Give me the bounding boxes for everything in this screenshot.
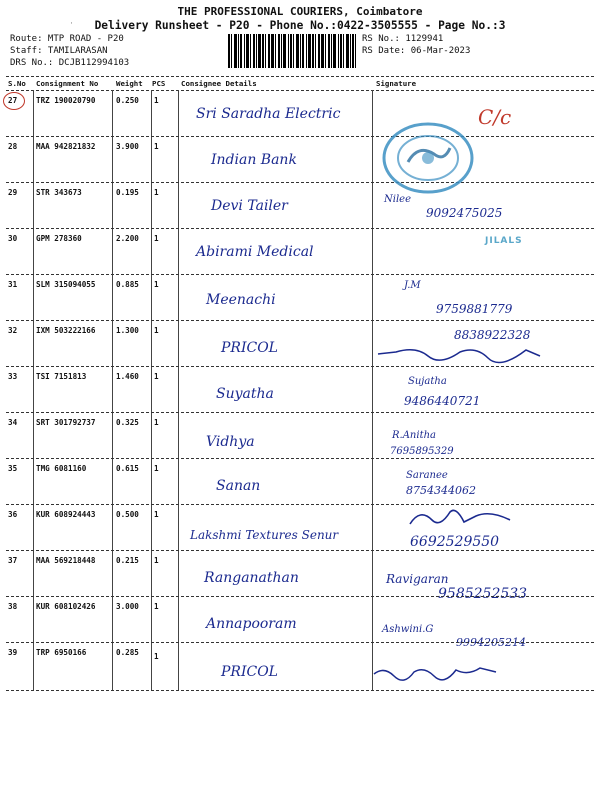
row-consignment: GPM 278360 <box>36 234 82 243</box>
row-sno: 32 <box>8 326 18 335</box>
runsheet-meta-right <box>362 33 470 57</box>
rs-no-line: RS No.: 1129941 <box>362 34 444 44</box>
col-consignment: Consignment No <box>36 79 99 88</box>
row-divider <box>6 366 594 367</box>
row-divider <box>6 412 594 413</box>
row-pcs: 1 <box>154 234 159 243</box>
row-pcs: 1 <box>154 188 159 197</box>
row-sno: 34 <box>8 418 18 427</box>
row-consignee: Indian Bank <box>211 152 297 168</box>
stamp-faint-text: JILALS <box>485 236 523 246</box>
row-consignment: MAA 569218448 <box>36 556 96 565</box>
row-consignee: Sri Saradha Electric <box>196 106 341 122</box>
row-weight: 0.325 <box>116 418 139 427</box>
sno-circle-mark <box>3 92 25 110</box>
signature-scribble <box>376 342 546 368</box>
runsheet-subtitle: Delivery Runsheet - P20 - Phone No.:0422-3505555 - Page No.:3 <box>94 19 506 32</box>
stamp-seal <box>378 118 478 198</box>
row-divider <box>6 642 594 643</box>
row-weight: 0.615 <box>116 464 139 473</box>
grid-line-pcs <box>178 90 179 690</box>
row-consignee: PRICOL <box>221 664 278 680</box>
row-signature-name: Sujatha <box>408 376 447 387</box>
row-weight: 0.885 <box>116 280 139 289</box>
row-sno: 29 <box>8 188 18 197</box>
row-signature-phone: 9585252533 <box>438 586 528 602</box>
grid-line-sno <box>33 90 34 690</box>
row-weight: 0.195 <box>116 188 139 197</box>
row-weight: 1.300 <box>116 326 139 335</box>
signature-scribble <box>406 506 516 532</box>
row-pcs: 1 <box>154 652 159 661</box>
row-sno: 37 <box>8 556 18 565</box>
row-signature-phone: 7695895329 <box>390 446 454 457</box>
col-consignee: Consignee Details <box>181 79 257 88</box>
header-bottom-divider <box>6 90 594 91</box>
row-signature-phone: 9994205214 <box>456 636 526 649</box>
row-sno: 27 <box>8 96 18 105</box>
row-consignment: KUR 608924443 <box>36 510 96 519</box>
row-pcs: 1 <box>154 372 159 381</box>
row-signature-phone: 9486440721 <box>404 394 481 408</box>
rs-date-line: RS Date: 06-Mar-2023 <box>362 46 471 56</box>
row-divider <box>6 690 594 691</box>
row-divider <box>6 458 594 459</box>
grid-line-consignment <box>112 90 113 690</box>
row-divider <box>6 596 594 597</box>
row-weight: 0.250 <box>116 96 139 105</box>
row-sno: 33 <box>8 372 18 381</box>
col-signature: Signature <box>376 79 417 88</box>
row-consignee: Annapooram <box>206 616 297 632</box>
row-pcs: 1 <box>154 280 159 289</box>
grid-line-weight <box>151 90 152 690</box>
row-signature-name: R.Anitha <box>392 430 436 441</box>
row-pcs: 1 <box>154 418 159 427</box>
row-consignment: TMG 6081160 <box>36 464 87 473</box>
row-pcs: 1 <box>154 142 159 151</box>
row-divider <box>6 228 594 229</box>
grid-line-consignee <box>372 90 373 690</box>
header-top-divider <box>6 76 594 77</box>
row-consignment: TSI 7151813 <box>36 372 87 381</box>
row-signature-name: Nilee <box>384 194 411 205</box>
row-weight: 2.200 <box>116 234 139 243</box>
row-pcs: 1 <box>154 556 159 565</box>
row-weight: 0.500 <box>116 510 139 519</box>
row-sno: 30 <box>8 234 18 243</box>
table-header <box>6 78 596 90</box>
col-sno: S.No <box>8 79 26 88</box>
row-signature-name: Ashwini.G <box>382 624 434 635</box>
row-consignee: Ranganathan <box>204 570 299 586</box>
row-consignment: IXM 503222166 <box>36 326 96 335</box>
row-pcs: 1 <box>154 326 159 335</box>
row-consignment: SRT 301792737 <box>36 418 96 427</box>
row-weight: 3.900 <box>116 142 139 151</box>
row-divider <box>6 274 594 275</box>
row-signature-name: Saranee <box>406 470 448 481</box>
row-divider <box>6 182 594 183</box>
runsheet-meta-left <box>10 33 129 69</box>
row-consignee: Sanan <box>216 478 261 494</box>
row-weight: 1.460 <box>116 372 139 381</box>
company-title: THE PROFESSIONAL COURIERS, Coimbatore <box>177 5 423 18</box>
row-consignment: STR 343673 <box>36 188 82 197</box>
row-consignment: KUR 608102426 <box>36 602 96 611</box>
row-consignment: TRZ 190020790 <box>36 96 96 105</box>
row-divider <box>6 504 594 505</box>
row-sno: 28 <box>8 142 18 151</box>
row-weight: 3.000 <box>116 602 139 611</box>
row-weight: 0.215 <box>116 556 139 565</box>
row-consignee: Abirami Medical <box>196 244 314 260</box>
col-weight: Weight <box>116 79 143 88</box>
drs-line: DRS No.: DCJB112994103 <box>10 58 130 68</box>
row-pcs: 1 <box>154 96 159 105</box>
row-divider <box>6 136 594 137</box>
staff-line: Staff: TAMILARASAN <box>10 46 108 56</box>
row-consignment: MAA 942821832 <box>36 142 96 151</box>
row-divider <box>6 550 594 551</box>
row-pcs: 1 <box>154 464 159 473</box>
scan-speck: · <box>70 18 73 28</box>
barcode <box>228 34 356 68</box>
signature-scribble <box>372 664 502 684</box>
row-pcs: 1 <box>154 602 159 611</box>
route-line: Route: MTP ROAD - P20 <box>10 34 124 44</box>
row-consignee: Lakshmi Textures Senur <box>190 528 339 542</box>
row-sno: 35 <box>8 464 18 473</box>
row-divider <box>6 320 594 321</box>
row-consignee: PRICOL <box>221 340 278 356</box>
row-signature-phone: 6692529550 <box>410 534 500 550</box>
row-consignee: Suyatha <box>216 386 274 402</box>
cc-mark: C/c <box>478 105 512 129</box>
row-weight: 0.285 <box>116 648 139 657</box>
col-pcs: PCS <box>152 79 166 88</box>
row-consignee: Meenachi <box>206 292 276 308</box>
row-consignment: SLM 315094055 <box>36 280 96 289</box>
row-consignee: Vidhya <box>206 434 255 450</box>
row-sno: 36 <box>8 510 18 519</box>
row-signature-name: J.M <box>404 280 421 291</box>
row-sno: 31 <box>8 280 18 289</box>
row-consignment: TRP 6950166 <box>36 648 87 657</box>
row-sno: 38 <box>8 602 18 611</box>
row-consignee: Devi Tailer <box>211 198 288 214</box>
row-sno: 39 <box>8 648 18 657</box>
row-signature-name: Ravigaran <box>386 572 449 586</box>
row-signature-phone: 8838922328 <box>454 328 531 342</box>
row-pcs: 1 <box>154 510 159 519</box>
row-signature-phone: 9092475025 <box>426 206 503 220</box>
row-signature-phone: 9759881779 <box>436 302 513 316</box>
row-signature-phone: 8754344062 <box>406 484 476 497</box>
